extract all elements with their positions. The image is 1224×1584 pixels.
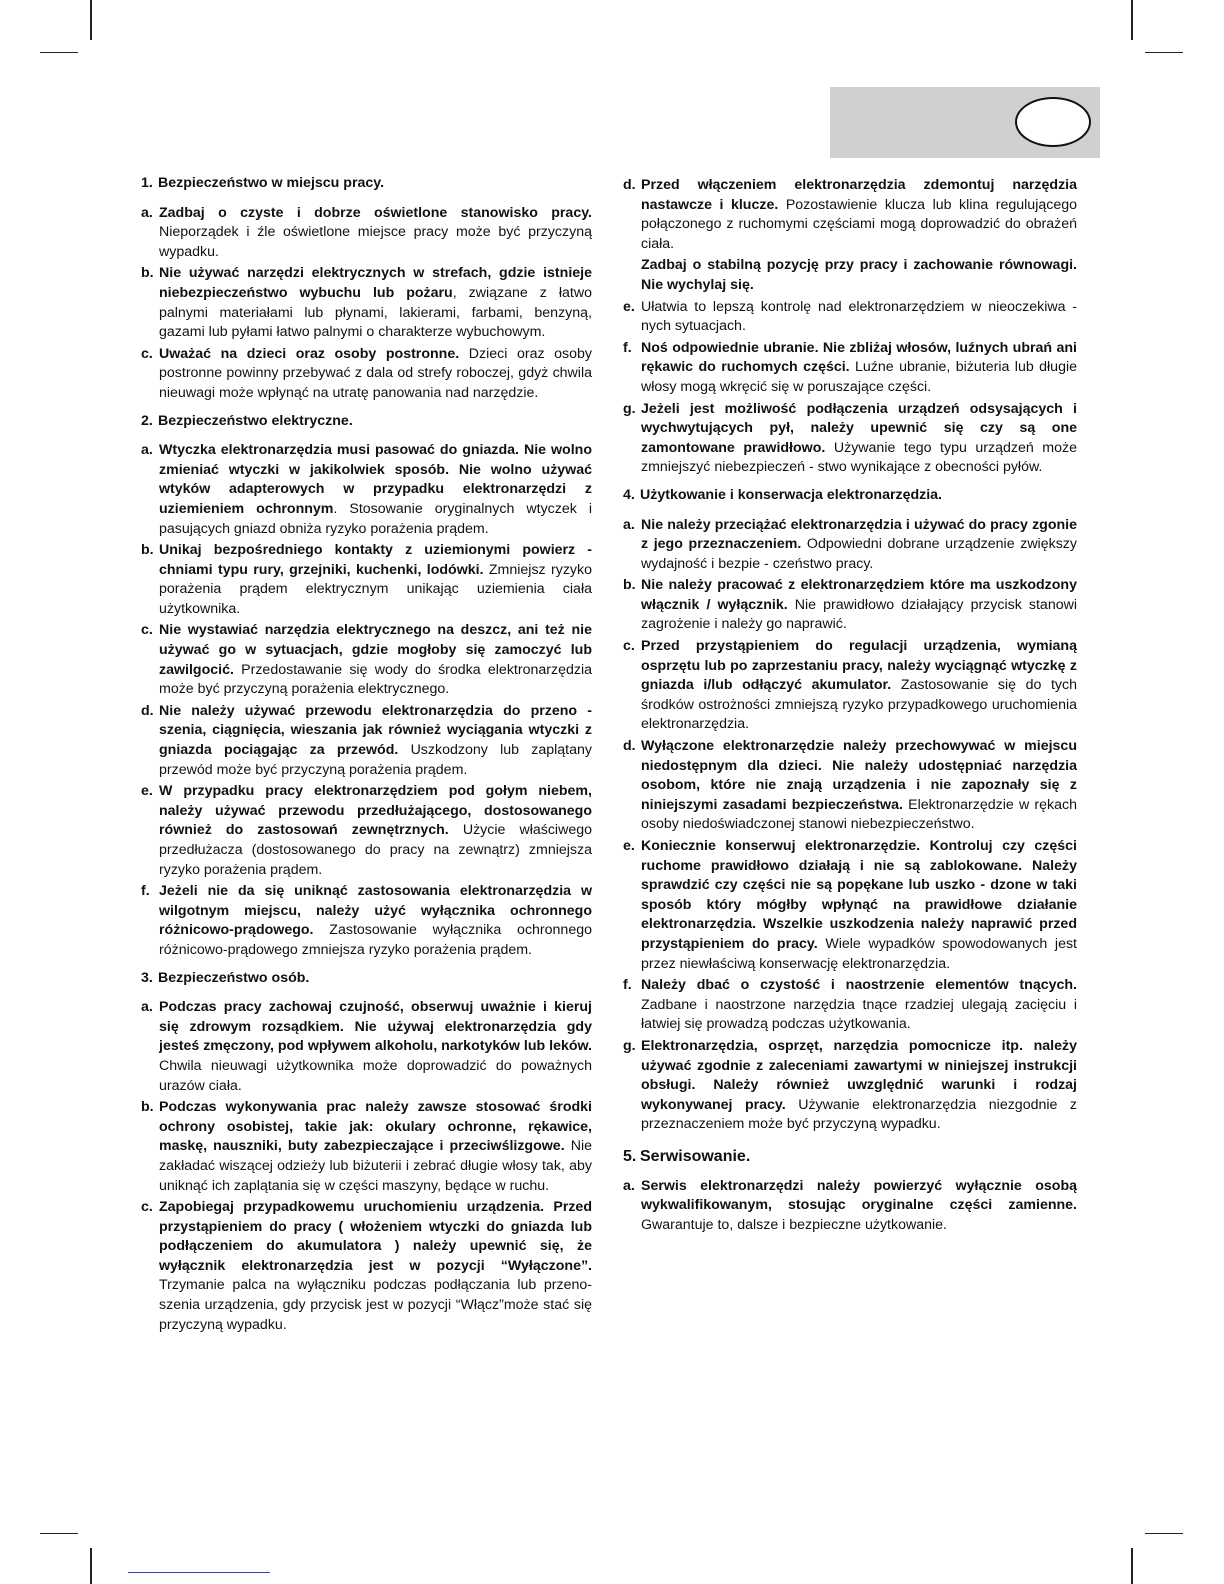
list-item [141, 441, 592, 539]
item-bold-text: Serwis elektronarzędzi należy powierzyć wyłącznie osobą wykwalifikowanym, stosując oryginalne części zamienne. [641, 1177, 1077, 1214]
item-bold-text: Zadbaj o czyste i dobrze oświetlone stanowisko pracy. [159, 204, 592, 221]
list-item [141, 345, 592, 404]
item-body [159, 541, 592, 619]
item-bold-text: Wtyczka elektronarzędzia musi pasować do gniazda. Nie wolno zmieniać wtyczki w jakikolwiek sposób. Nie wolno używać wtyków adapterowych w przypadku elektronarzędzi z uziemieniem ochronnym [159, 442, 592, 517]
item-body [159, 1198, 592, 1335]
item-text: Użycie właściwego przedłużacza (dostosowanego do pracy na zewnątrz) zmniejsza ryzyko porażenia prądem. [159, 822, 593, 878]
list-item [623, 737, 1077, 835]
item-body [641, 737, 1077, 835]
item-text: , związane z łatwo palnymi materiałami lub płynami, lakierami, farbami, benzyną, gazami lub pyłami łatwo palnymi o charakterze wybuchowym. [159, 284, 592, 341]
item-bold-text: Zadbaj o stabilną pozycję przy pracy i zachowanie równowagi. Nie wychylaj się. [641, 257, 1077, 293]
item-text: Gwarantuje to, dalsze i bezpieczne użytkowanie. [641, 1216, 947, 1233]
item-body [641, 976, 1077, 1035]
item-text: Nieporządek i źle oświetlone miejsce pracy może być przyczyną wypadku. [159, 224, 592, 260]
item-letter [623, 256, 641, 295]
list-item [141, 541, 592, 619]
item-bold-text: Podczas wykonywania prac należy zawsze stosować środki ochrony osobistej, takie jak: okulary ochronne, rękawice, maskę, nauszniki, buty zabezpieczające i przeciwślizgowe. [159, 1099, 592, 1155]
item-bold-text: Koniecznie konserwuj elektronarzędzie. Kontroluj czy części ruchome prawidłowo działają i nie są zablokowane. Należy sprawdzić czy części nie są popękane lub uszko - dzone w taki sposób który mógłby wpłynąć na prawidłowe działanie elektronarzędzia. Wszelkie uszkodzenia należy naprawić przed przystąpieniem do pracy. [641, 838, 1077, 952]
list-item [623, 837, 1077, 974]
item-body [641, 637, 1077, 735]
item-text: Przedostawanie się wody do środka elektronarzędzia może być przyczyną porażenia elektrycznego. [159, 661, 592, 698]
item-letter: c. [141, 622, 153, 639]
item-body [641, 516, 1077, 575]
item-text: Używanie elektronarzędzia niezgodnie z przeznaczeniem może być przyczyną wypadku. [641, 1096, 1077, 1133]
item-bold-text: Jeżeli nie da się uniknąć zastosowania elektronarzędzia w wilgotnym miejscu, należy użyć wyłącznika ochronnego różnicowo-prądowego. [159, 883, 592, 939]
item-bold-text: Nie należy używać przewodu elektronarzędzia do przeno - szenia, ciągnięcia, wieszania jak również wyciągania wtyczki z gniazda pociągając za przewód. [159, 702, 592, 759]
item-bold-text: Uważać na dzieci oraz osoby postronne. [159, 345, 460, 362]
list-item [141, 702, 592, 780]
item-text: Zastosowanie się do tych środków ostrożności zmniejszą ryzyko przypadkowego uruchomienia elektronarzędzia. [641, 677, 1077, 733]
item-bold-text: Należy dbać o czystość i naostrzenie elementów tnących. [641, 977, 1077, 994]
list-item [623, 256, 1077, 295]
section-number: 5. [623, 1147, 637, 1165]
item-bold-text: Zapobiegaj przypadkowemu uruchomieniu urządzenia. Przed przystąpieniem do pracy ( włożeniem wtyczki do gniazda lub podłączeniem do akumulatora ) należy upewnić się, że wyłącznik elektronarzędzia jest w pozycji “Wyłączone”. [159, 1199, 592, 1274]
language-header-box [830, 87, 1100, 158]
list-item [623, 637, 1077, 735]
item-letter: g. [623, 1037, 636, 1054]
item-body [641, 837, 1077, 974]
section-title: Bezpieczeństwo elektryczne. [158, 412, 353, 429]
item-letter: a. [141, 204, 153, 221]
section-title: Użytkowanie i konserwacja elektronarzędzia. [640, 486, 942, 503]
right-column [623, 174, 1077, 1235]
item-text: Wiele wypadków spowodowanych jest przez niewłaściwą konserwację elektronarzędzia. [641, 935, 1077, 972]
item-letter: d. [623, 177, 636, 193]
section-number: 3. [141, 969, 153, 986]
item-bold-text: Wyłączone elektronarzędzie należy przechowywać w miejscu niedostępnym dla dzieci. Nie należy udostępniać narzędzia osobom, które nie znają urządzenia i nie zapoznały się z niniejszymi zasadami bezpieczeństwa. [641, 738, 1077, 813]
item-bold-text: Nie używać narzędzi elektrycznych w strefach, gdzie istnieje niebezpieczeństwo wybuchu lub pożaru [159, 265, 592, 301]
item-text: Nie zakładać wiszącej odzieży lub biżuterii i zebrać długie włosy tak, aby uniknąć ich zaplątania się w części maszyny, będące w ruchu. [159, 1138, 592, 1194]
item-body [159, 782, 592, 880]
item-text: Ułatwia to lepszą kontrolę nad elektronarzędziem w nieoczekiwa - nych sytuacjach. [641, 298, 1077, 335]
item-body [159, 345, 592, 404]
list-item [623, 976, 1077, 1035]
crop-mark [90, 0, 92, 40]
language-badge [1015, 97, 1091, 147]
item-bold-text: Przed włączeniem elektronarzędzia zdemontuj narzędzia nastawcze i klucze. [641, 177, 1077, 213]
item-letter: e. [623, 298, 635, 315]
crop-mark [1145, 1533, 1183, 1534]
item-letter: b. [141, 265, 154, 282]
item-text: Odpowiedni dobrane urządzenie zwiększy wydajność i bezpie - czeństwo pracy. [641, 536, 1077, 572]
item-letter: a. [623, 1177, 635, 1194]
item-letter: f. [141, 883, 150, 900]
item-text: Dzieci oraz osoby postronne powinny przebywać z dala od strefy roboczej, gdyż chwila nieuwagi może wpłynąć na utratę panowania nad narzędzie. [159, 345, 592, 401]
item-bold-text: Elektronarzędzia, osprzęt, narzędzia pomocnicze itp. należy używać zgodnie z zaleceniami zawartymi w niniejszej instrukcji obsługi. Należy również uwzględnić warunki i rodzaj wykonywanej pracy. [641, 1037, 1077, 1113]
item-body [641, 1037, 1077, 1135]
item-letter: f. [623, 977, 632, 994]
item-bold-text: Nie wystawiać narzędzia elektrycznego na deszcz, ani też nie używać go w sytuacjach, gdzie mogłoby się zamoczyć lub zawilgocić. [159, 622, 592, 678]
item-letter: c. [141, 345, 153, 362]
item-letter: b. [141, 542, 154, 559]
item-text: Zmniejsz ryzyko porażenia prądem elektrycznym unikając uziemienia ciała użytkownika. [159, 561, 592, 617]
item-bold-text: Noś odpowiednie ubranie. Nie zbliżaj włosów, luźnych ubrań ani rękawic do ruchomych części. [641, 339, 1077, 376]
list-item [623, 516, 1077, 575]
item-body [159, 441, 592, 539]
list-item [141, 621, 592, 699]
item-letter: c. [623, 638, 635, 655]
crop-mark [1131, 1548, 1133, 1584]
item-letter: g. [623, 400, 636, 417]
crop-mark [90, 1548, 92, 1584]
list-item [141, 1098, 592, 1196]
footer-rule [128, 1572, 270, 1573]
item-text: Pozostawienie klucza lub klina regulującego połączonego z ruchomymi częściami mogą doprowadzić do obrażeń ciała. [641, 196, 1077, 252]
list-item [141, 204, 592, 263]
item-body [641, 1177, 1077, 1236]
list-item [623, 1037, 1077, 1135]
crop-mark [40, 52, 78, 53]
item-text: Uszkodzony lub zaplątany przewód może być przyczyną porażenia prądem. [159, 742, 592, 778]
item-bold-text: Nie należy pracować z elektronarzędziem które ma uszkodzony włącznik / wyłącznik. [641, 577, 1077, 613]
section-heading [623, 1147, 1077, 1167]
section-title: Bezpieczeństwo w miejscu pracy. [158, 175, 385, 191]
list-item [141, 782, 592, 880]
item-body [159, 621, 592, 699]
section-heading [623, 486, 1077, 506]
section-number: 2. [141, 412, 153, 429]
item-text: Zadbane i naostrzone narzędzia tnące rzadziej ulegają zacięciu i łatwiej się prowadzą podczas użytkowania. [641, 996, 1077, 1033]
item-bold-text: Podczas pracy zachowaj czujność, obserwuj uważnie i kieruj się zdrowym rozsądkiem. Nie używaj elektronarzędzia gdy jesteś zmęczony, pod wpływem alkoholu, narkotyków lub leków. [159, 999, 592, 1055]
list-item [623, 576, 1077, 635]
item-body [159, 998, 592, 1096]
item-letter: d. [141, 702, 154, 719]
item-text: Luźne ubranie, biżuteria lub długie włosy mogą wkręcić się w poruszające części. [641, 359, 1077, 395]
list-item [141, 998, 592, 1096]
list-item [623, 400, 1077, 478]
list-item [623, 339, 1077, 398]
item-body [641, 256, 1077, 295]
item-text: Trzymanie palca na wyłączniku podczas podłączania lub przeno-szenia urządzenia, gdy przycisk jest w pozycji “Włącz”może stać się przyczyną wypadku. [159, 1277, 592, 1333]
crop-mark [40, 1533, 78, 1534]
item-text: . Stosowanie oryginalnych wtyczek i pasujących gniazd obniża ryzyko porażenia prądem. [159, 500, 592, 537]
section-heading [141, 969, 592, 989]
item-text: Używanie tego typu urządzeń może zmniejszyć niebezpieczeń - stwo wynikające z obecności pyłów. [641, 439, 1077, 476]
item-text: Zastosowanie wyłącznika ochronnego różnicowo-prądowego zmniejsza ryzyko porażenia prądem. [159, 922, 592, 958]
item-body [641, 298, 1077, 337]
item-body [641, 176, 1077, 254]
list-item [623, 176, 1077, 254]
list-item [623, 298, 1077, 337]
item-body [159, 264, 592, 342]
item-body [641, 400, 1077, 478]
item-letter: a. [141, 442, 153, 459]
left-column [141, 174, 592, 1335]
item-letter: a. [623, 516, 635, 533]
item-body [159, 702, 592, 780]
section-title: Bezpieczeństwo osób. [158, 969, 310, 986]
section-title: Serwisowanie. [640, 1147, 751, 1165]
item-text: Elektronarzędzie w rękach osoby niedoświadczonej stanowi niebezpieczeństwo. [641, 796, 1077, 833]
item-bold-text: Przed przystąpieniem do regulacji urządzenia, wymianą osprzętu lub po zaprzestaniu pracy, należy wyciągnąć wtyczkę z gniazda i/lub odłączyć akumulator. [641, 638, 1077, 694]
item-letter: a. [141, 999, 153, 1016]
list-item [623, 1177, 1077, 1236]
item-text: Nie prawidłowo działający przycisk stanowi zagrożenie i należy go naprawić. [641, 596, 1078, 633]
item-body [159, 882, 592, 960]
crop-mark [1131, 0, 1133, 40]
item-letter: e. [623, 838, 635, 854]
crop-mark [1145, 52, 1183, 53]
list-item [141, 264, 592, 342]
list-item [141, 1198, 592, 1335]
item-body [641, 576, 1077, 635]
item-body [159, 204, 592, 263]
item-letter: e. [141, 783, 153, 800]
item-bold-text: Unikaj bezpośredniego kontakty z uziemionymi powierz - chniami typu rury, grzejniki, kuchenki, lodówki. [159, 542, 592, 578]
item-bold-text: W przypadku pracy elektronarzędziem pod gołym niebem, należy używać przewodu przedłużającego, dostosowanego również do zastosowań zewnętrznych. [159, 783, 592, 839]
item-bold-text: Jeżeli jest możliwość podłączenia urządzeń odsysających i wychwytujących pył, należy upewnić się czy są one zamontowane prawidłowo. [641, 400, 1077, 456]
item-bold-text: Nie należy przeciążać elektronarzędzia i używać do pracy zgonie z jego przeznaczeniem. [641, 516, 1077, 553]
list-item [141, 882, 592, 960]
item-body [641, 339, 1077, 398]
item-body [159, 1098, 592, 1196]
item-letter: d. [623, 738, 636, 755]
item-text: Chwila nieuwagi użytkownika może doprowadzić do poważnych urazów ciała. [159, 1057, 592, 1094]
section-number: 4. [623, 486, 635, 503]
section-heading [141, 174, 592, 194]
item-letter: b. [623, 577, 636, 594]
item-letter: f. [623, 339, 632, 356]
item-letter: b. [141, 1099, 154, 1116]
item-letter: c. [141, 1199, 153, 1216]
section-number: 1. [141, 175, 153, 191]
section-heading [141, 412, 592, 432]
